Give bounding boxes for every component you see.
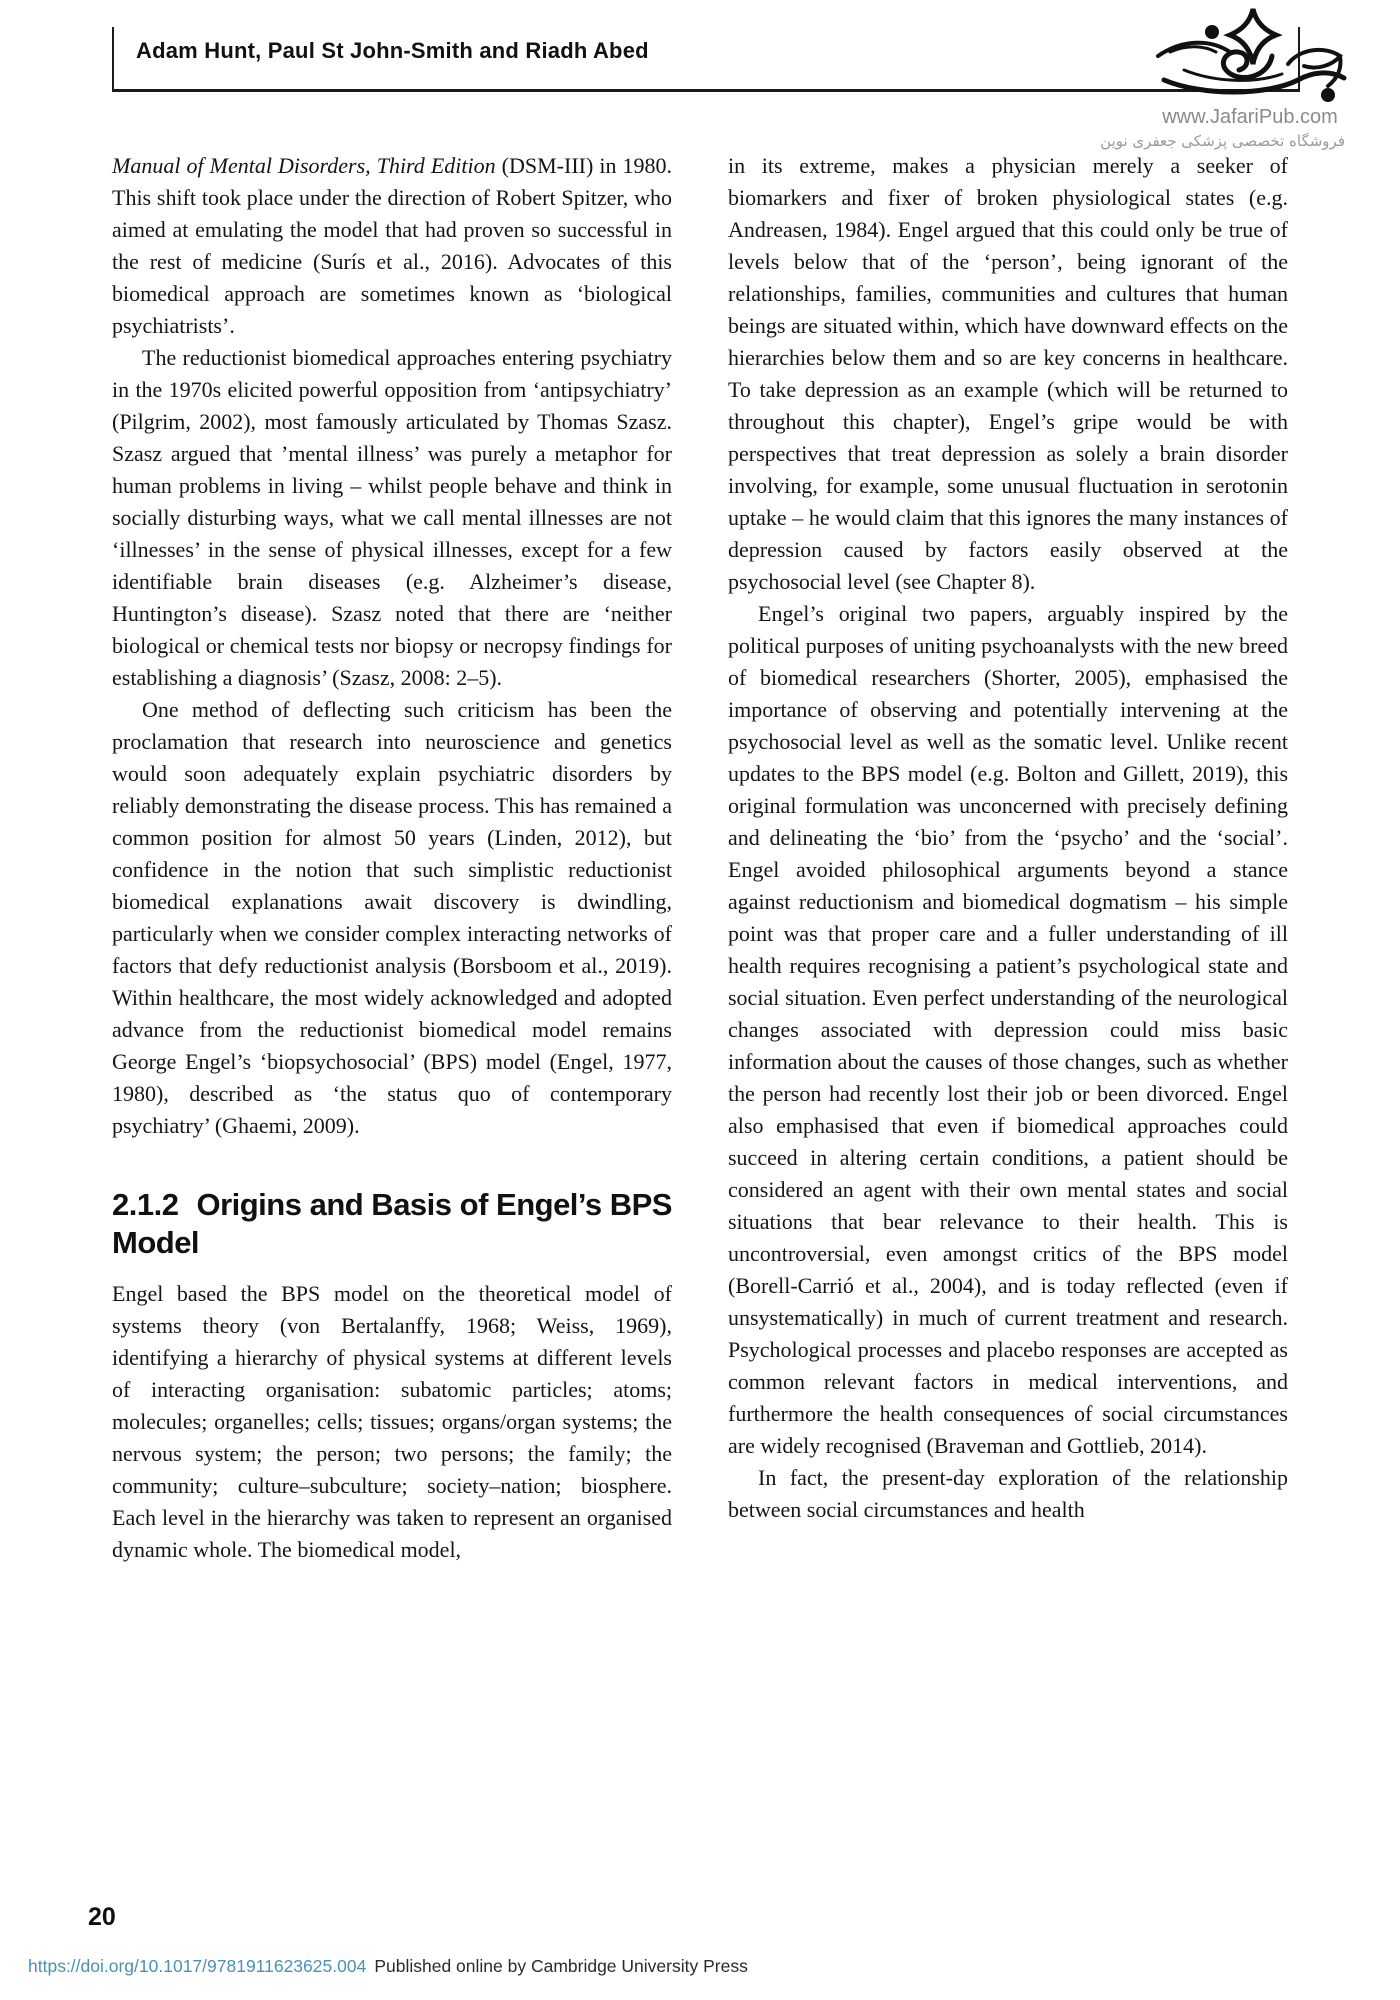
paragraph: Engel based the BPS model on the theoretical model of systems theory (von Bertalanffy, 1968; Weiss, 1969), identifying a hierarchy of physical systems at different levels of interacting organisation: subatomic particles; atoms; molecules; organelles; cells; tissues; organs/organ systems; the nervous system; the person; two persons; the family; the community; culture–subculture; society–nation; biosphere. Each level in the hierarchy was taken to represent an organised dynamic whole. The biomedical model, <box>112 1281 672 1562</box>
paragraph: Engel’s original two papers, arguably inspired by the political purposes of uniting psychoanalysts with the new breed of biomedical researchers (Shorter, 2005), emphasised the importance of observing and potentially intervening at the psychosocial level as well as the somatic level. Unlike recent updates to the BPS model (e.g. Bolton and Gillett, 2019), this original formulation was unconcerned with precisely defining and delineating the ‘bio’ from the ‘psycho’ and the ‘social’. Engel avoided philosophical arguments beyond a stance against reductionism and biomedical dogmatism – his simple point was that proper care and a fuller understanding of ill health requires recognising a patient’s psychological state and social situation. Even perfect understanding of the neurological changes associated with depression could miss basic information about the causes of those changes, such as whether the person had recently lost their job or been divorced. Engel also emphasised that even if biomedical approaches could succeed in altering certain conditions, a patient should be considered an agent with their own mental states and social situations that bear relevance to their health. This is uncontroversial, even amongst critics of the BPS model (Borell-Carrió et al., 2004), and is today reflected (even if unsystematically) in much of current treatment and research. Psychological processes and placebo responses are accepted as common relevant factors in medical interventions, and furthermore the health consequences of social circumstances are widely recognised (Braveman and Gottlieb, 2014). <box>728 601 1288 1458</box>
book-title-italic: Manual of Mental Disorders, Third Edition <box>112 153 496 178</box>
paragraph: In fact, the present-day exploration of the relationship between social circumstances and health <box>728 1465 1288 1522</box>
paragraph-continuation <box>112 150 672 342</box>
paragraph: The reductionist biomedical approaches entering psychiatry in the 1970s elicited powerful opposition from ‘antipsychiatry’ (Pilgrim, 2002), most famously articulated by Thomas Szasz. Szasz argued that ’mental illness’ was purely a metaphor for human problems in living – whilst people behave and think in socially disturbing ways, what we call mental illnesses are not ‘illnesses’ in the sense of physical illnesses, except for a few identifiable brain diseases (e.g. Alzheimer’s disease, Huntington’s disease). Szasz noted that there are ‘neither biological or chemical tests nor biopsy or necropsy findings for establishing a diagnosis’ (Szasz, 2008: 2–5). <box>112 345 672 690</box>
text-column-left <box>112 150 672 1566</box>
page-number: 20 <box>88 1903 116 1931</box>
section-heading <box>112 1186 672 1262</box>
doi-link[interactable]: https://doi.org/10.1017/9781911623625.004 <box>28 1956 367 1976</box>
text-column-right <box>728 150 1288 1526</box>
jafaripub-calligraphy-icon <box>1150 6 1350 108</box>
paragraph-text: (DSM-III) in 1980. This shift took place under the direction of Robert Spitzer, who aimed at emulating the model that had proven so successful in the rest of medicine (Surís et al., 2016). Advocates of this biomedical approach are sometimes known as ‘biological psychiatrists’. <box>112 153 672 338</box>
paragraph: One method of deflecting such criticism has been the proclamation that research into neuroscience and genetics would soon adequately explain psychiatric disorders by reliably demonstrating the disease process. This has remained a common position for almost 50 years (Linden, 2012), but confidence in the notion that such simplistic reductionist biomedical explanations await discovery is dwindling, particularly when we consider complex interacting networks of factors that defy reductionist analysis (Borsboom et al., 2019). Within healthcare, the most widely acknowledged and adopted advance from the reductionist biomedical model remains George Engel’s ‘biopsychosocial’ (BPS) model (Engel, 1977, 1980), described as ‘the status quo of contemporary psychiatry’ (Ghaemi, 2009). <box>112 697 672 1138</box>
logo-persian-tagline: فروشگاه تخصصی پزشکی جعفری نوین <box>1100 132 1345 150</box>
logo-website-url: www.JafariPub.com <box>1162 106 1338 128</box>
doi-footer <box>28 1956 748 1977</box>
publisher-note: Published online by Cambridge University Press <box>374 1956 748 1976</box>
section-number: 2.1.2 <box>112 1187 179 1222</box>
paragraph-continuation: in its extreme, makes a physician merely a seeker of biomarkers and fixer of broken physiological states (e.g. Andreasen, 1984). Engel argued that this could only be true of levels below that of the ‘person’, being ignorant of the relationships, families, communities and cultures that human beings are situated within, which have downward effects on the hierarchies below them and so are key concerns in healthcare. To take depression as an example (which will be returned to throughout this chapter), Engel’s gripe would be with perspectives that treat depression as solely a brain disorder involving, for example, some unusual fluctuation in serotonin uptake – he would claim that this ignores the many instances of depression caused by factors easily observed at the psychosocial level (see Chapter 8). <box>728 153 1288 594</box>
section-title: Origins and Basis of Engel’s BPS Model <box>112 1187 672 1260</box>
running-head: Adam Hunt, Paul St John-Smith and Riadh Abed <box>136 38 649 63</box>
